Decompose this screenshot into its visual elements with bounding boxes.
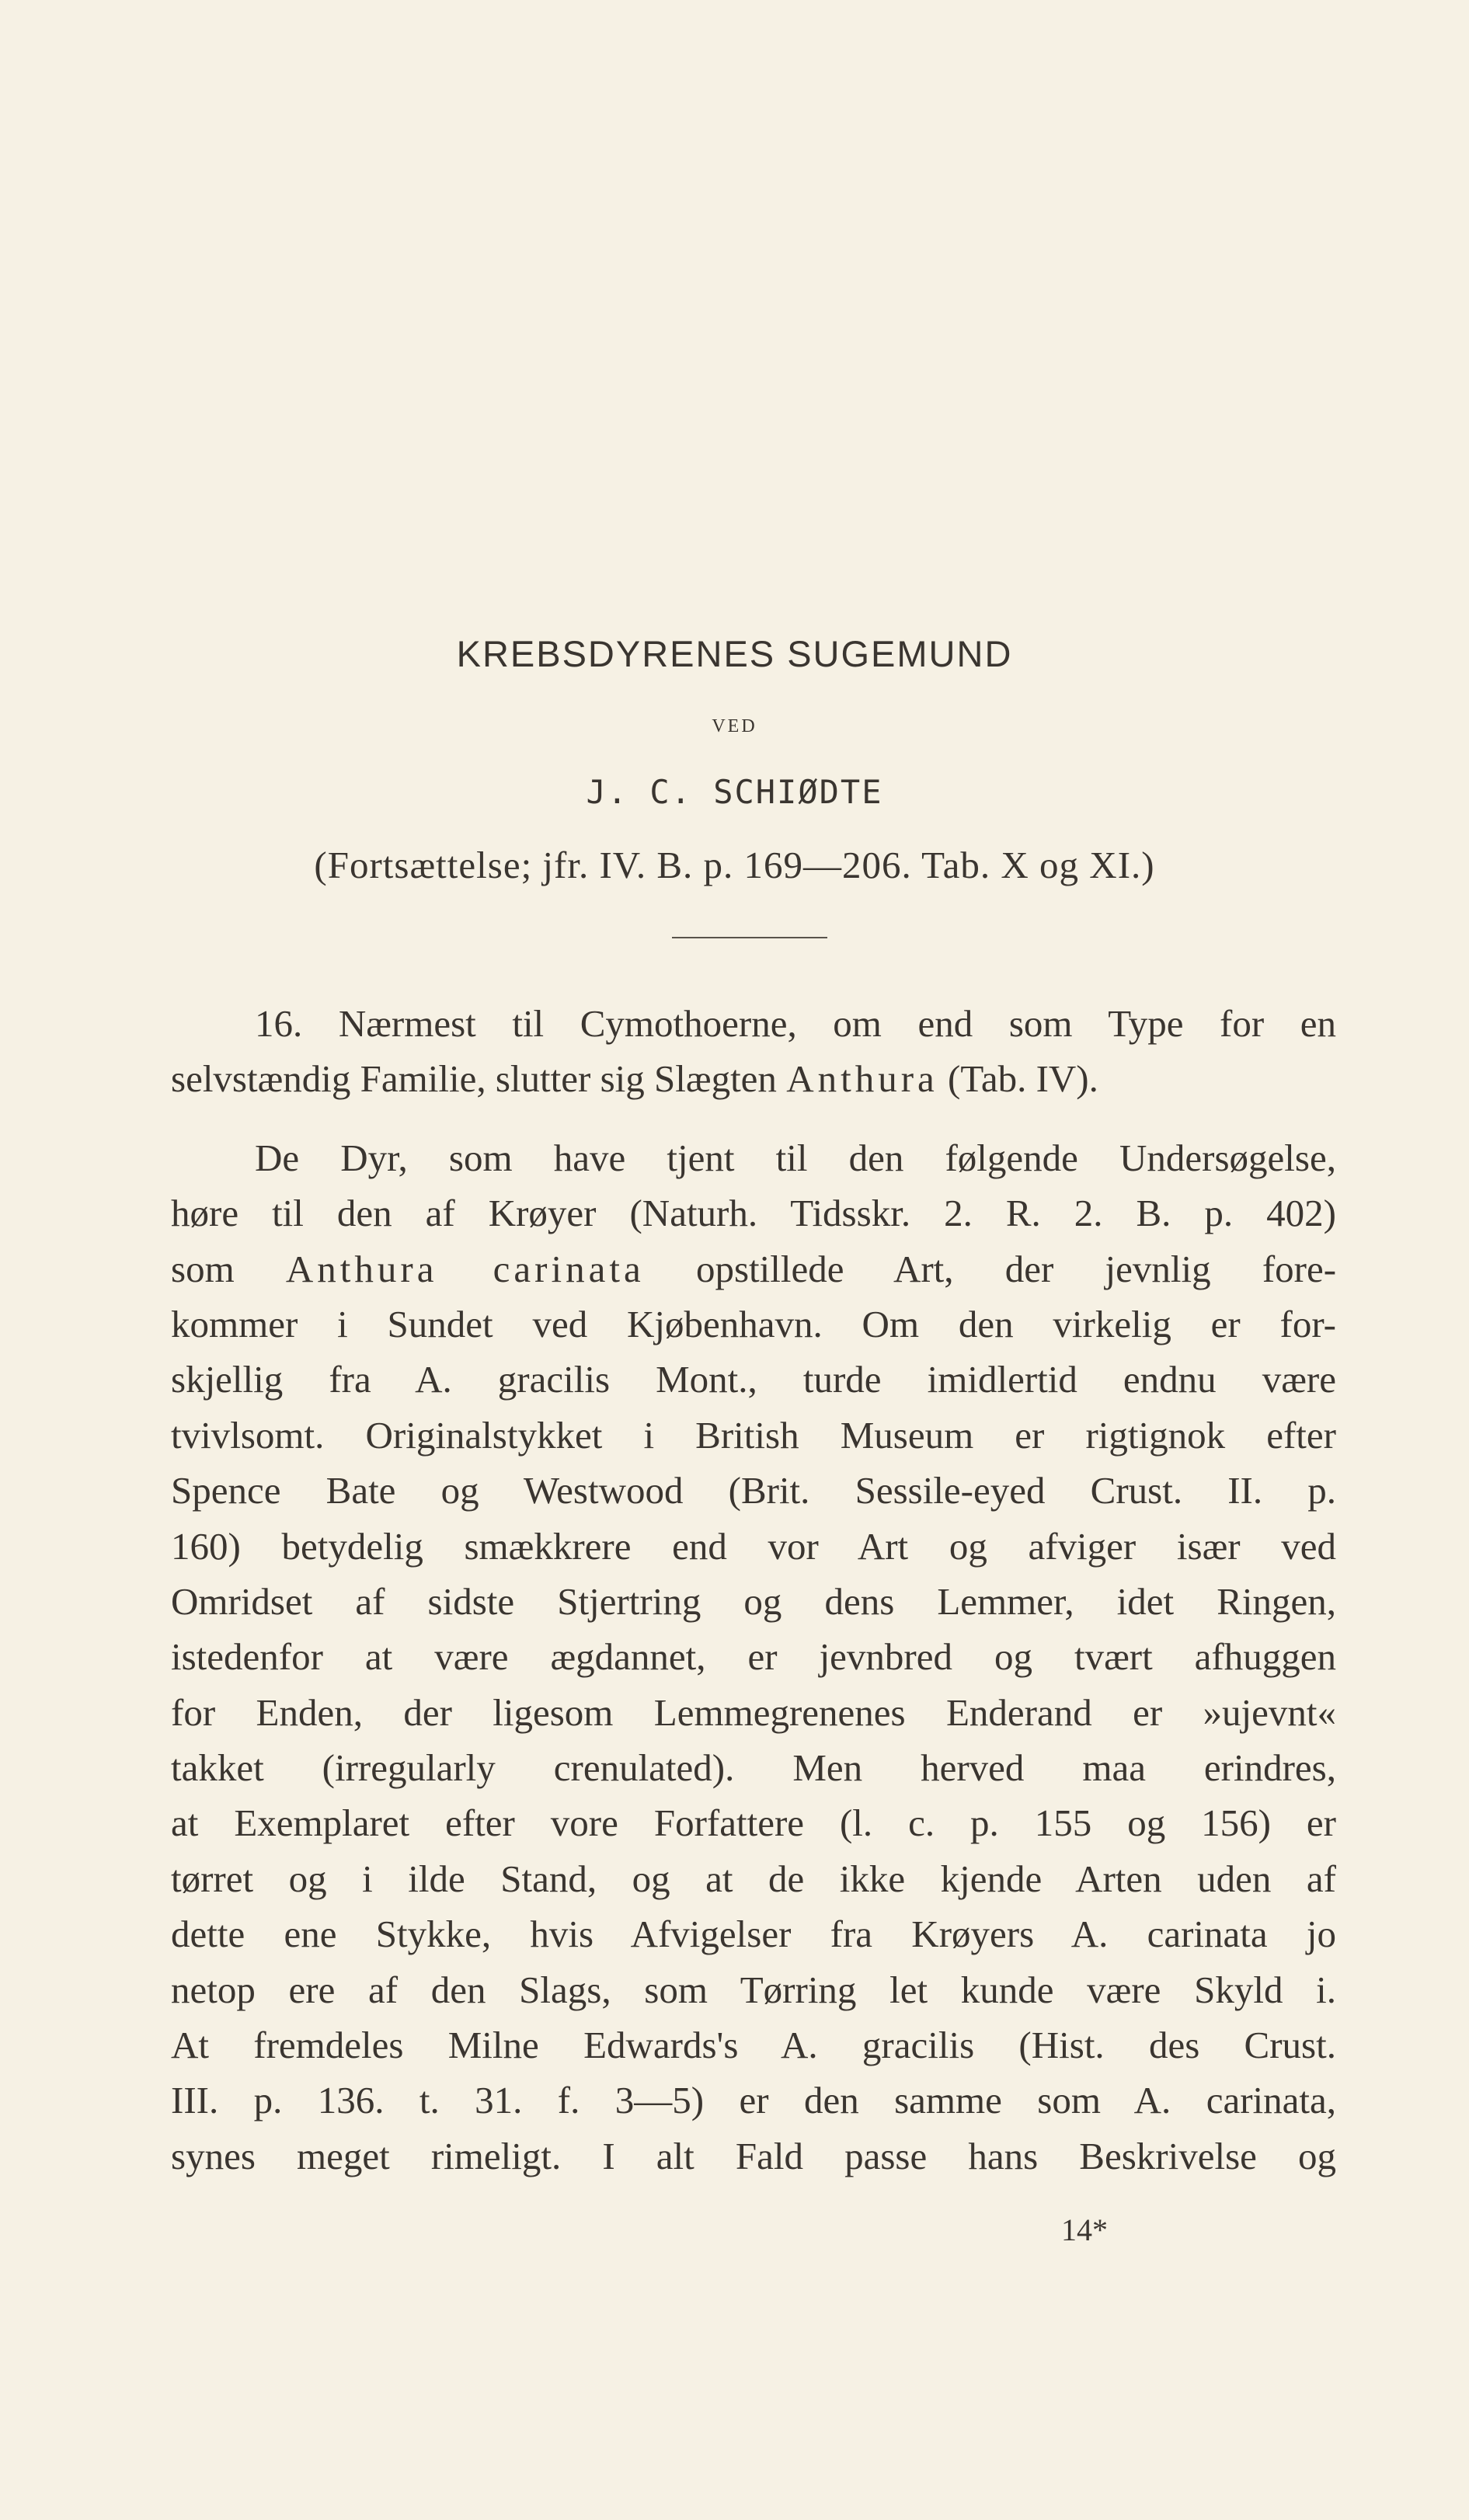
article-title: KREBSDYRENES SUGEMUND (456, 633, 1013, 674)
text-line: som Anthura carinata opstillede Art, der jevnlig fore- (171, 1247, 1336, 1290)
text-line: selvstændig Familie, slutter sig Slægten Anthura (Tab. IV). (171, 1057, 1098, 1101)
text-line: skjellig fra A. gracilis Mont., turde imidlertid endnu være (171, 1358, 1336, 1401)
text-line: 160) betydelig smækkrere end vor Art og afviger især ved (171, 1524, 1336, 1568)
text-line: tvivlsomt. Originalstykket i British Museum er rigtignok efter (171, 1413, 1336, 1457)
text-line: De Dyr, som have tjent til den følgende Undersøgelse, (255, 1136, 1336, 1179)
species-name: Anthura carinata (285, 1247, 645, 1290)
text-line: III. p. 136. t. 31. f. 3—5) er den samme som A. carinata, (171, 2079, 1336, 2122)
text-line: netop ere af den Slags, som Tørring let kunde være Skyld i. (171, 1968, 1336, 2011)
by-line-word: VED (712, 716, 757, 736)
genus-name: Anthura (786, 1057, 938, 1101)
text-line: høre til den af Krøyer (Naturh. Tidsskr. 2. R. 2. B. p. 402) (171, 1192, 1336, 1235)
text-line: at Exemplaret efter vore Forfattere (l. c. p. 155 og 156) er (171, 1801, 1336, 1845)
title-separator-rule (672, 937, 827, 938)
text-line: Spence Bate og Westwood (Brit. Sessile-eyed Crust. II. p. (171, 1469, 1336, 1512)
text-line: takket (irregularly crenulated). Men herved maa erindres, (171, 1746, 1336, 1790)
author-name: J. C. SCHIØDTE (586, 773, 883, 811)
text-line: dette ene Stykke, hvis Afvigelser fra Krøyers A. carinata jo (171, 1913, 1336, 1956)
text-line: synes meget rimeligt. I alt Fald passe hans Beskrivelse og (171, 2134, 1336, 2177)
signature-mark: 14* (1061, 2212, 1108, 2247)
text-line: Omridset af sidste Stjertring og dens Lemmer, idet Ringen, (171, 1579, 1336, 1623)
text-line: kommer i Sundet ved Kjøbenhavn. Om den virkelig er for- (171, 1302, 1336, 1345)
body-text (171, 996, 1336, 2184)
article-subtitle: (Fortsættelse; jfr. IV. B. p. 169—206. Tab. X og XI.) (314, 844, 1155, 886)
text-line: for Enden, der ligesom Lemmegrenenes Enderand er »ujevnt« (171, 1690, 1336, 1734)
text-line: 16. Nærmest til Cymothoerne, om end som Type for en (255, 1002, 1336, 1045)
text-line: istedenfor at være ægdannet, er jevnbred og tvært afhuggen (171, 1635, 1336, 1679)
text-line: tørret og i ilde Stand, og at de ikke kjende Arten uden af (171, 1857, 1336, 1900)
text-line: At fremdeles Milne Edwards's A. gracilis (Hist. des Crust. (171, 2024, 1336, 2067)
